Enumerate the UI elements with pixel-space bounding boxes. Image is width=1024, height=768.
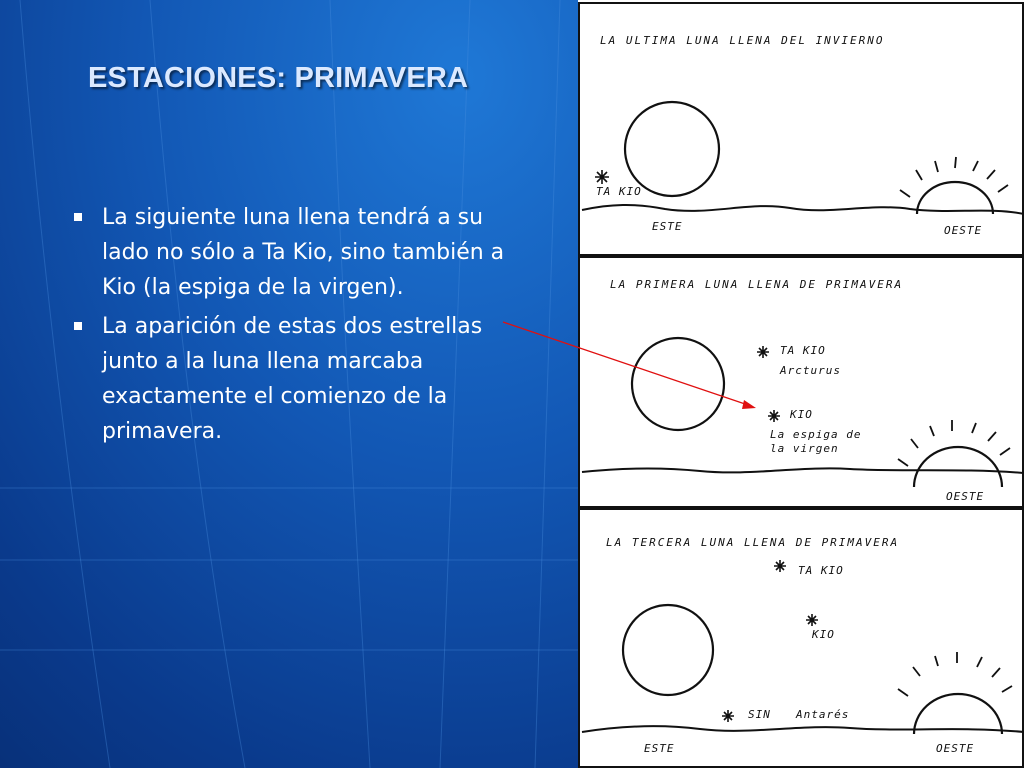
west-label: OESTE: [944, 224, 983, 237]
panel-spring-third: [578, 508, 1024, 768]
west-label: OESTE: [946, 490, 985, 503]
setting-sun-icon: [914, 447, 1002, 487]
full-moon-icon: [632, 338, 724, 430]
horizon-line: [582, 468, 1024, 473]
star-label: TA KIO: [596, 185, 642, 198]
star-icon: [774, 560, 786, 572]
star-label: TA KIO: [798, 564, 844, 577]
sun-rays-icon: [898, 652, 1012, 696]
square-bullet-icon: [74, 322, 82, 330]
panel-spring-first-sketch: [580, 258, 1024, 508]
bullet-list: [70, 200, 530, 453]
star-label: TA KIO: [780, 344, 826, 357]
star-sublabel: la virgen: [770, 442, 839, 455]
star-icon: [757, 346, 769, 358]
full-moon-icon: [623, 605, 713, 695]
bullet-item: [70, 200, 530, 305]
star-icon: [595, 170, 609, 184]
east-label: ESTE: [652, 220, 683, 233]
panel-caption: LA ULTIMA LUNA LLENA DEL INVIERNO: [600, 34, 885, 47]
square-bullet-icon: [74, 213, 82, 221]
panel-caption: LA PRIMERA LUNA LLENA DE PRIMAVERA: [610, 278, 904, 291]
setting-sun-icon: [914, 694, 1002, 734]
star-label: SIN: [748, 708, 771, 721]
east-label: ESTE: [644, 742, 675, 755]
panel-winter: [578, 2, 1024, 256]
bullet-item: [70, 309, 530, 449]
star-label: KIO: [812, 628, 835, 641]
star-sublabel: Antarés: [796, 708, 850, 721]
sun-rays-icon: [900, 157, 1008, 197]
bullet-text: La aparición de estas dos estrellas junto a la luna llena marcaba exactamente el comienzo de la primavera.: [102, 314, 483, 444]
full-moon-icon: [625, 102, 719, 196]
bullet-text: La siguiente luna llena tendrá a su lado no sólo a Ta Kio, sino también a Kio (la espiga de la virgen).: [102, 205, 505, 300]
panel-caption: LA TERCERA LUNA LLENA DE PRIMAVERA: [606, 536, 900, 549]
sun-rays-icon: [898, 420, 1010, 466]
star-icon: [722, 710, 734, 722]
horizon-line: [582, 205, 1024, 214]
star-sublabel: La espiga de: [770, 428, 862, 441]
sky-drawing: [578, 0, 1024, 768]
star-icon: [768, 410, 780, 422]
panel-spring-first: [578, 256, 1024, 508]
west-label: OESTE: [936, 742, 975, 755]
star-sublabel: Arcturus: [780, 364, 841, 377]
rising-sun-icon: [917, 182, 993, 214]
horizon-line: [582, 726, 1024, 732]
star-label: KIO: [790, 408, 813, 421]
slide-title: ESTACIONES: PRIMAVERA: [88, 62, 469, 94]
star-icon: [806, 614, 818, 626]
